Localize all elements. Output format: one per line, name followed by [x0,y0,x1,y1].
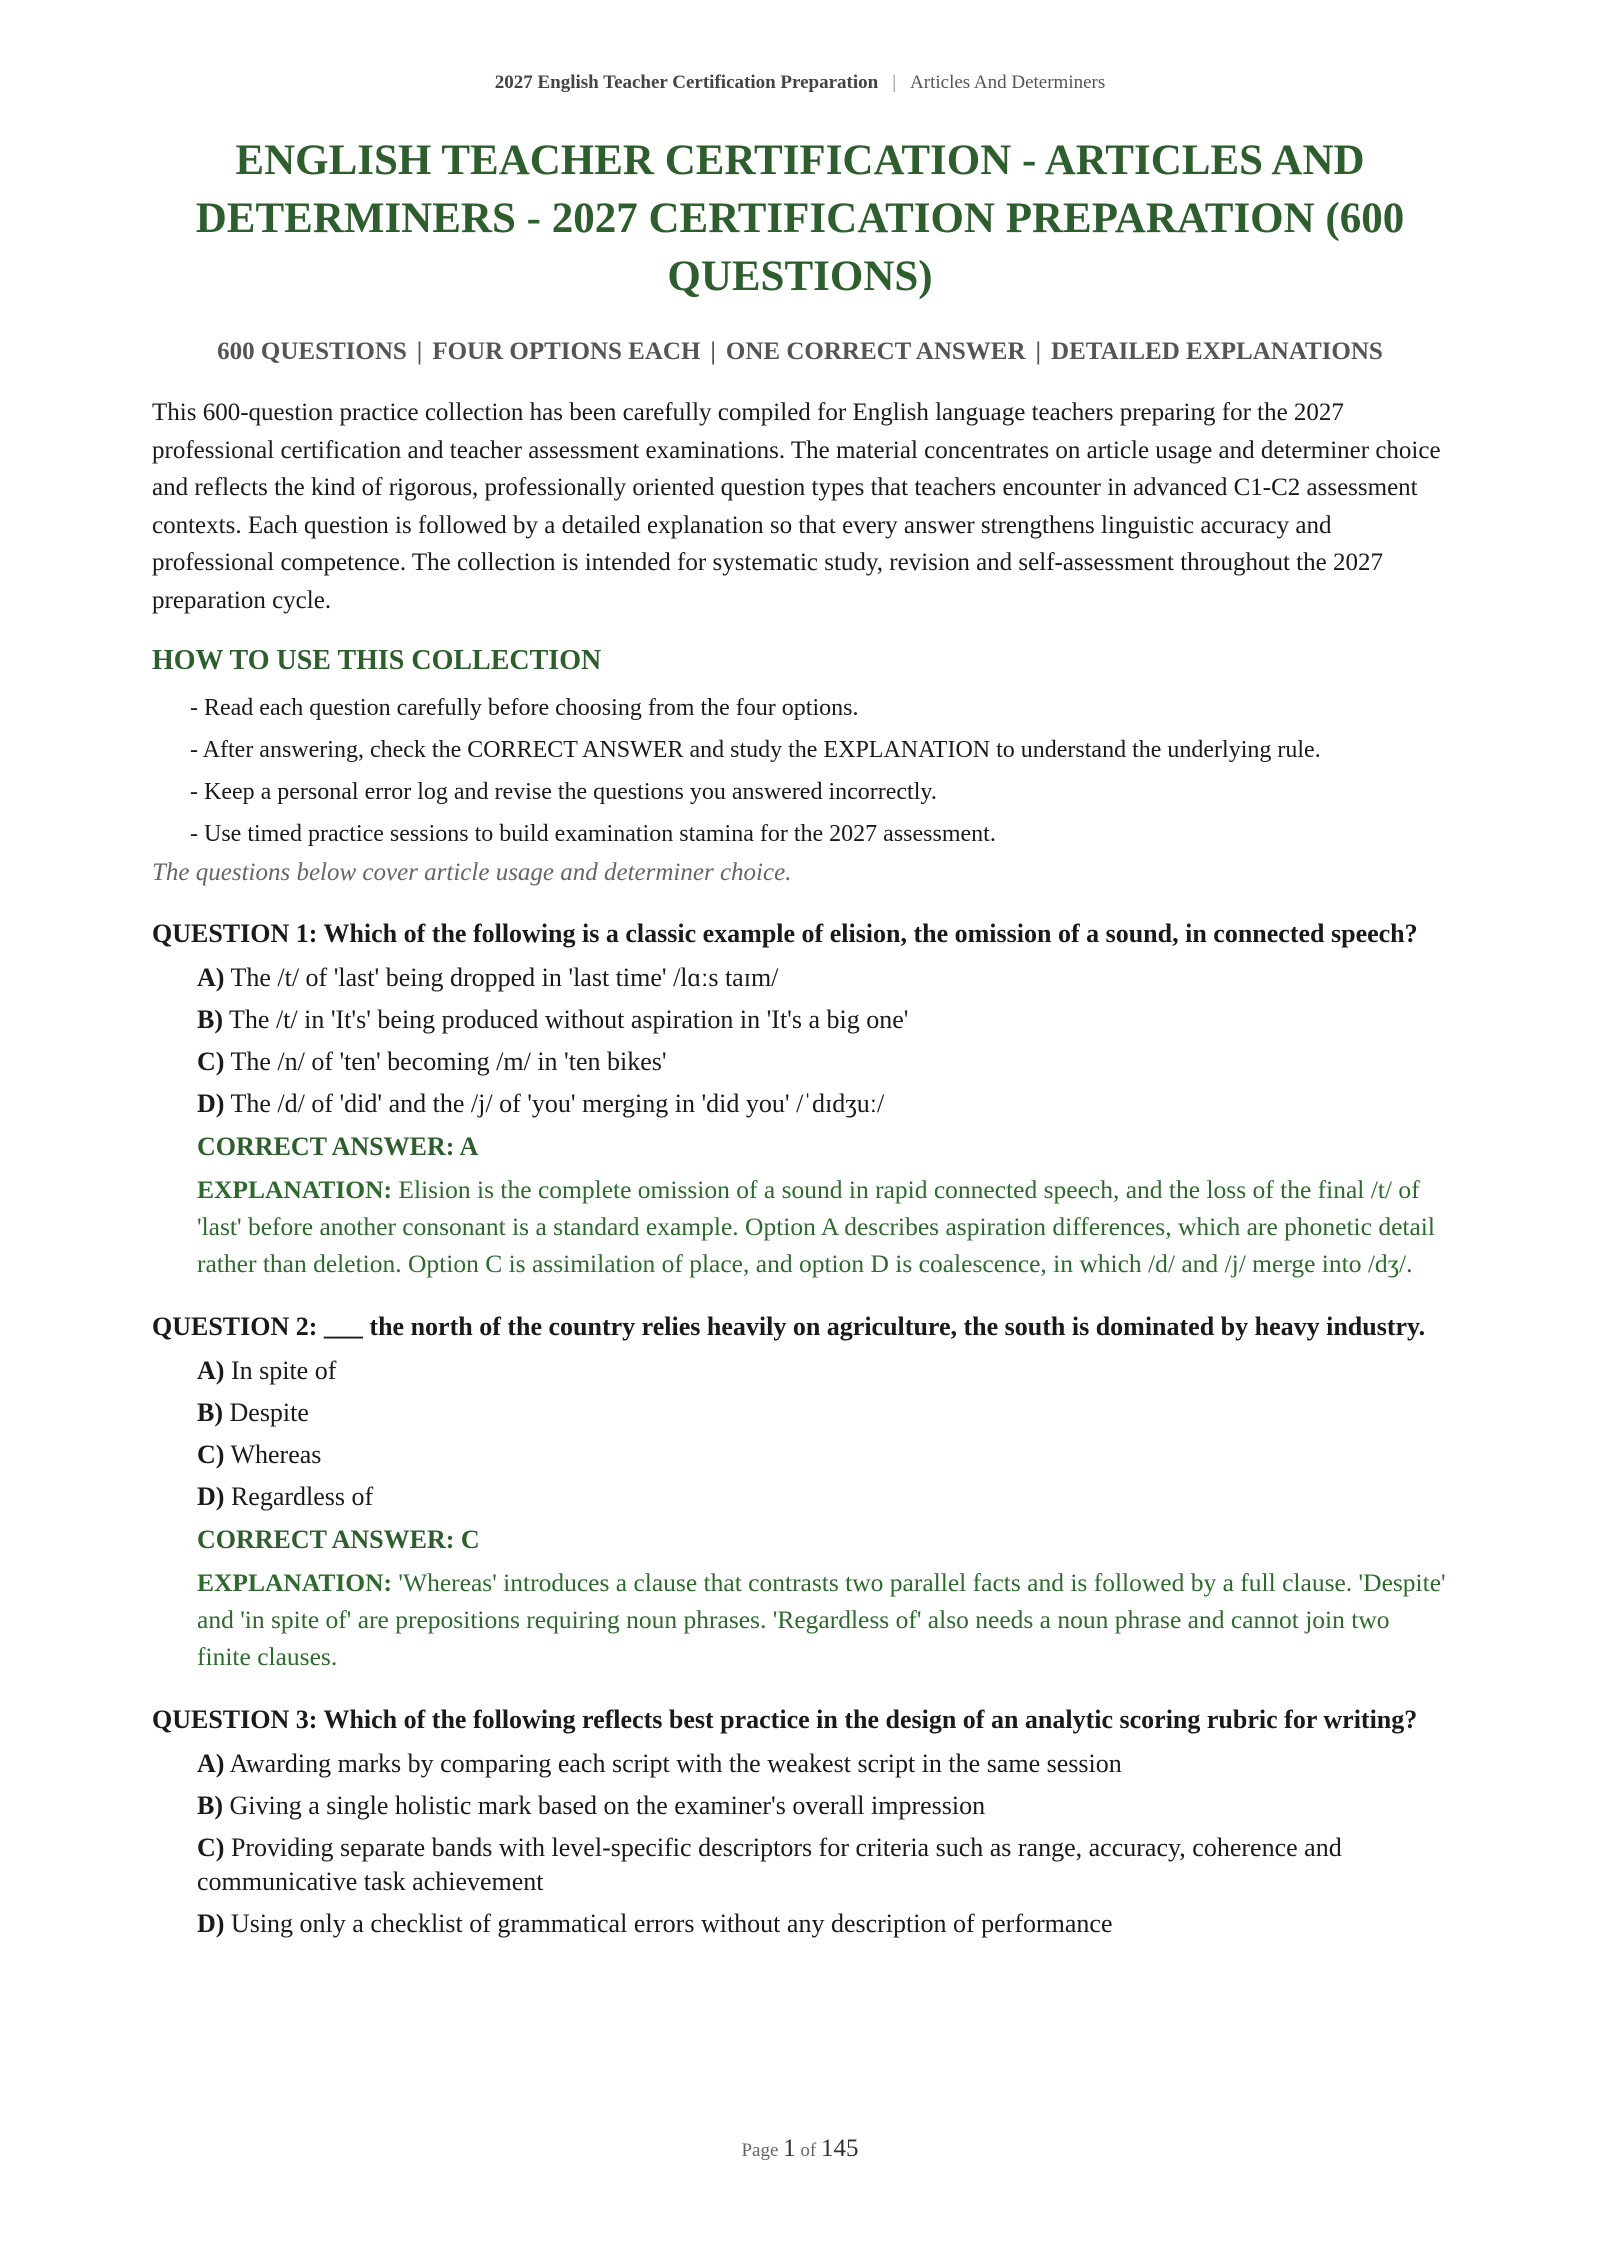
how-to-item: - After answering, check the CORRECT ANSWER and study the EXPLANATION to understand the underlying rule. [190,737,1321,763]
option-b [197,1003,1448,1037]
coverage-note: The questions below cover article usage and determiner choice. [152,859,792,886]
option-letter: A) [197,1749,225,1778]
option-text: Whereas [230,1440,322,1469]
explanation [197,1171,1448,1282]
question-stem: QUESTION 1: Which of the following is a classic example of elision, the omission of a sound, in connected speech? [152,919,1418,948]
header-separator: | [892,72,897,93]
subtitle-item: DETAILED EXPLANATIONS [1051,338,1383,365]
option-d [197,1087,1448,1121]
subtitle-separator: | [710,338,716,365]
option-a [197,1354,1448,1388]
page-footer [0,2135,1600,2163]
option-letter: B) [197,1398,223,1427]
option-c [197,1045,1448,1079]
option-text: In spite of [230,1356,337,1385]
option-text: The /d/ of 'did' and the /j/ of 'you' merging in 'did you' /ˈdɪdʒuː/ [230,1089,885,1118]
subtitle-item: FOUR OPTIONS EACH [432,338,701,365]
how-to-item: - Read each question carefully before choosing from the four options. [190,695,859,721]
option-letter: D) [197,1089,225,1118]
subtitle-separator: | [1035,338,1042,365]
explanation-text: Elision is the complete omission of a sound in rapid connected speech, and the loss of the final /t/ of 'last' before another consonant is a standard example. Option A describes aspiration differences, which are phonetic detail rather than deletion. Option C is assimilation of place, and option D is coalescence, in which /d/ and /j/ merge into /dʒ/. [197,1175,1435,1278]
option-letter: D) [197,1909,225,1938]
option-text: The /n/ of 'ten' becoming /m/ in 'ten bikes' [230,1047,667,1076]
option-d [197,1480,1448,1514]
option-letter: C) [197,1047,225,1076]
subtitle-item: ONE CORRECT ANSWER [725,338,1026,365]
question-block [152,1701,1448,1941]
option-b [197,1789,1448,1823]
option-a [197,961,1448,995]
how-to-item: - Keep a personal error log and revise the questions you answered incorrectly. [190,779,937,805]
how-to-heading: HOW TO USE THIS COLLECTION [152,645,602,676]
option-letter: A) [197,963,225,992]
header-right: Articles And Determiners [910,72,1106,93]
question-block [152,915,1448,1282]
option-letter: D) [197,1482,225,1511]
option-text: Providing separate bands with level-specific descriptors for criteria such as range, accuracy, coherence and communicative task achievement [197,1833,1342,1896]
document-title: ENGLISH TEACHER CERTIFICATION - ARTICLES AND DETERMINERS - 2027 CERTIFICATION PREPARATION (600 QUESTIONS) [195,137,1405,300]
how-to-list [190,691,1448,851]
option-text: The /t/ in 'It's' being produced without aspiration in 'It's a big one' [229,1005,909,1034]
option-text: The /t/ of 'last' being dropped in 'last time' /lɑːs taɪm/ [230,963,779,992]
option-a [197,1747,1448,1781]
explanation-text: 'Whereas' introduces a clause that contrasts two parallel facts and is followed by a full clause. 'Despite' and 'in spite of' are prepositions requiring noun phrases. 'Regardless of' also needs a noun phrase and cannot join two finite clauses. [197,1568,1446,1671]
how-to-item: - Use timed practice sessions to build examination stamina for the 2027 assessment. [190,821,996,847]
correct-answer: CORRECT ANSWER: A [197,1132,479,1161]
question-block [152,1308,1448,1675]
explanation-label: EXPLANATION: [197,1175,393,1204]
explanation [197,1564,1448,1675]
subtitle [152,338,1448,366]
option-letter: C) [197,1833,225,1862]
running-header [152,72,1448,94]
option-letter: B) [197,1005,223,1034]
options-list [197,1747,1448,1941]
subtitle-item: 600 QUESTIONS [217,338,407,365]
intro-paragraph: This 600-question practice collection has been carefully compiled for English language teachers preparing for the 2027 professional certification and teacher assessment examinations. The material concentrates on article usage and determiner choice and reflects the kind of rigorous, professionally oriented question types that teachers encounter in advanced C1-C2 assessment contexts. Each question is followed by a detailed explanation so that every answer strengthens linguistic accuracy and professional competence. The collection is intended for systematic study, revision and self-assessment throughout the 2027 preparation cycle. [152,399,1441,614]
option-d [197,1907,1448,1941]
question-stem: QUESTION 3: Which of the following reflects best practice in the design of an analytic scoring rubric for writing? [152,1705,1418,1734]
option-text: Giving a single holistic mark based on the examiner's overall impression [229,1791,986,1820]
header-left: 2027 English Teacher Certification Preparation [494,72,879,93]
question-stem: QUESTION 2: ___ the north of the country relies heavily on agriculture, the south is dominated by heavy industry. [152,1312,1426,1341]
options-list [197,961,1448,1121]
option-c [197,1831,1448,1899]
option-letter: B) [197,1791,223,1820]
correct-answer: CORRECT ANSWER: C [197,1525,480,1554]
option-text: Despite [229,1398,309,1427]
option-letter: A) [197,1356,225,1385]
options-list [197,1354,1448,1514]
page-word: Page [741,2140,779,2161]
of-word: of [800,2140,817,2161]
page-number: 1 [783,2135,796,2162]
explanation-label: EXPLANATION: [197,1568,393,1597]
option-text: Awarding marks by comparing each script with the weakest script in the same session [229,1749,1122,1778]
subtitle-separator: | [416,338,423,365]
option-letter: C) [197,1440,225,1469]
total-pages: 145 [821,2135,859,2162]
option-c [197,1438,1448,1472]
option-text: Regardless of [230,1482,374,1511]
option-b [197,1396,1448,1430]
option-text: Using only a checklist of grammatical errors without any description of performance [230,1909,1113,1938]
